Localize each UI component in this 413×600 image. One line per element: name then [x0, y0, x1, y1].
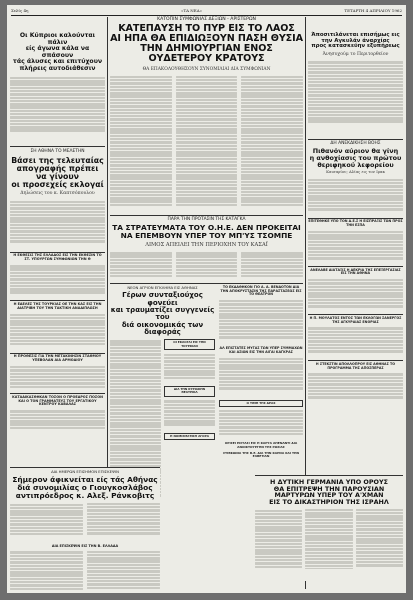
article-body — [10, 76, 105, 146]
right-headline-ankara: Άποσιτιλάνεται επισήμως εις την Αγκυλάν άναρχίας προς κατασκεύην εξυπήρεως — [311, 32, 400, 50]
divider — [308, 218, 403, 219]
second-article-columns — [110, 251, 303, 283]
article-body — [10, 409, 105, 435]
masthead — [11, 7, 402, 16]
article-body — [10, 264, 105, 300]
left-item-2: Η ΕΔΕΛΕΣ ΤΗΣ ΤΟΥΡΚΙΑΣ ΟΕ ΤΗΝ ΚΑΣ ΕΙΣ ΤΗΝ ΔΙΑΤΡΙΒΗ ΤΟΥ ΤΗΝ ΤΑΚΤΙΚΗ ΑΝΑΔΙΠΛΩΣΗ — [13, 301, 102, 310]
divider — [10, 393, 105, 394]
article-body — [164, 400, 215, 430]
article-body — [10, 551, 160, 593]
article-body — [10, 503, 160, 543]
article-body — [10, 365, 105, 393]
article-body — [10, 200, 105, 252]
center-column — [110, 17, 303, 509]
article-body — [219, 357, 303, 397]
article-body — [308, 230, 403, 266]
second-kicker: ΠΑΡΑ ΤΗΝ ΠΡΟΤΑΣΙΝ ΤΗΣ ΚΑΤΑΓΚΑ — [167, 217, 246, 223]
left-column — [10, 17, 105, 435]
left-item-1: Η ΕΚΘΕΣΙΣ ΤΗΣ ΕΛΛΑΔΟΣ ΕΙΣ ΤΗΝ ΕΚΘΕΣΙΝ ΤΟ ΣΤ. ΥΠΟΥΡΓΩΝ ΣΥΜΦΩΝΙΩΝ ΤΗΝ Θ — [13, 253, 102, 262]
center-right-item-4: ΣΥΜΦΩΝΙΑ ΤΗΣ Β.Ε. ΔΙΑ ΤΗΝ ΚΑΡΝΑ ΚΑΙ ΤΗΝ ΕΛΒΕΤΙΑΝ — [222, 450, 300, 459]
article-body — [110, 75, 172, 215]
center-right-item-3: ΟΡΙΣΕΙ ΕΙΣΤΑΣΙ ΕΙΣ Η ΚΑΡΥΑ ΑΠΕΝΑΝΤΙ ΔΙΑ ΑΝΟΙΚΤΟΥΡΓΗΝ ΤΗΣ ΡΩΣΙΑΣ — [224, 441, 298, 449]
divider — [308, 314, 403, 315]
center-right-item-2: ΑΛ ΕΠΙΣΤΑΤΕΣ ΜΥΓΑΣ ΤΩΝ ΥΠΕΡ ΣΥΜΜΑΧΩΝ ΚΑΙ ΑΣΙΩΝ ΕΙΣ ΤΗΝ ΑΙΓΑΙ ΚΑΓΚΡΑΣ — [219, 346, 303, 354]
left-headline-elections: Βάσει της τελευταίας απογραφής πρέπει να γίνουν οι προσεχείς εκλογαί — [11, 155, 104, 190]
divider — [10, 353, 105, 354]
divider — [10, 300, 105, 301]
divider — [110, 283, 303, 284]
headline-subtitle: Άνησυχούμ το Περιτορθείον — [322, 52, 389, 58]
main-headline: ΚΑΤΕΠΑΥΣΗ ΤΟ ΠΥΡ ΕΙΣ ΤΟ ΛΑΟΣ ΑΙ ΗΠΑ ΘΑ ΕΠΙΔΙΩΞΟΥΝ ΠΑΣΗ ΘΥΣΙΑ ΤΗΝ ΔΗΜΙΟΥΡΓΙΑΝ ΕΝΟΣ ΟΥΔΕΤΕΡΟΥ ΚΡΑΤΟΥΣ — [110, 23, 303, 65]
right-item-4: Η ΣΤΕΚΣΤΙΝ ΑΠΟΛΛΟΠΡΟΥ ΕΙΣ ΑΘΗΝΑΣ ΤΟ ΠΡΟΓΡΑΜΜΑ ΤΗΣ ΑΠΟΣΠΕΡΑΣ — [315, 361, 396, 370]
bottom-left-headline: Σήμερον άφικνείται είς τάς Αθήνας διά συνομιλίας ο Γιουγκοσλάβος αντιπρόεδρος κ. Αλεξ. Ράνκοβιτς — [12, 475, 158, 500]
article-body — [308, 373, 403, 407]
article-body — [164, 353, 215, 383]
article-body — [241, 75, 303, 215]
right-column — [308, 17, 403, 407]
divider — [308, 360, 403, 361]
article-body — [255, 509, 403, 581]
center-right-item: ΤΟ ΕΚΔΑΘΗΚΟΝ ΓΙΟ Α. Α. ΒΕΝΔΟΤΟΝ ΔΙΑ ΤΗΝ ΑΠΟΚΡΥΣΤΑΣΙΝ ΤΗΣ ΠΑΡΑΣΤΑΣΕΩΣ ΕΙΣ ΤΟ ΘΕΑΤΡΟΝ — [220, 284, 302, 297]
article-body — [241, 251, 303, 283]
bottom-right-story — [255, 475, 403, 581]
small-box-column — [164, 339, 215, 509]
divider — [308, 266, 403, 267]
second-subheadline: ΛΙΜΟΣ ΑΠΕΙΛΕΙ ΤΗΝ ΠΕΡΙΟΧΗΝ ΤΟΥ ΚΑΣΑΪ — [145, 242, 268, 248]
article-body — [176, 251, 238, 283]
bottom-left-story — [10, 467, 160, 593]
bottom-right-headline: Η ΔΥΤΙΚΗ ΓΕΡΜΑΝΙΑ ΥΠΟ ΟΡΟΥΣ ΘΑ ΕΠΙΤΡΕΨΗ ΤΗΝ ΠΑΡΟΥΣΙΑΝ ΜΑΡΤΥΡΩΝ ΥΠΕΡ ΤΟΥ Α'ΧΜΑΝ ΕΙΣ ΤΟ ΔΙΚΑΣΤΗΡΙΟΝ ΤΗΣ ΙΣΡΑΗΛ — [269, 478, 389, 507]
article-body — [219, 299, 303, 345]
article-body — [308, 178, 403, 218]
paper-name: «ΤΑ ΝΕΑ» — [181, 8, 203, 13]
left-headline-cyprus: Οι Κύπριοι καλούνται πάλιν είς άγωνα κάλα να σπάσουν τάς άλυσες και επιτύχουν πλήρεις αυτοδιάθεσιν — [12, 32, 103, 72]
section-kicker: ΔΗ ΑΝΕΚΔΙΚΗΣΗ ΒΟΗΣ — [330, 141, 381, 147]
divider — [10, 146, 105, 147]
article-body — [308, 61, 403, 139]
right-headline-bus: Πιθανόν αύριον θα γίνη η ανθοχίασις του πρώτου θεριφηκού λεφορείου — [309, 147, 402, 169]
right-item-1: ΕΠΙΤΕΘΗΚΕ ΥΠΟ ΤΟΝ Δ.Ε.Σ Η ΕΙΣΠΡΑΞΙΣ ΤΩΝ ΠΡΟΣ ΤΗΝ ΕΣΠΑ — [308, 219, 403, 228]
main-article-columns — [110, 75, 303, 215]
article-body — [308, 278, 403, 314]
small-box: ΟΙ ΕΚΛΟΓΑΙ ΕΙΣ ΤΗΝ ΤΟΥΡΚΙΑΝ — [164, 339, 215, 350]
headline-subtitle: Δηλώσεις του κ. Καπτσόπουλου — [20, 191, 95, 197]
page-label: Σελίς 4η — [11, 8, 29, 13]
headline-subtitle: Καισαρίου; Αλίας εις τον Ιρακ — [326, 169, 385, 175]
second-headline: ΤΑ ΣΤΡΑΤΕΥΜΑΤΑ ΤΟΥ Ο.Η.Ε. ΔΕΝ ΠΡΟΚΕΙΤΑΙ ΝΑ ΕΠΕΜΒΟΥΝ ΥΠΕΡ ΤΟΥ ΜΠ'ΥΣ ΤΣΟΜΠΕ — [112, 223, 301, 241]
third-headline: Γέρων συνταξιούχος φονεύει και τραυματίζει συγγενείς του διά οικονομικάς των διαφοράς — [110, 291, 215, 336]
main-kicker: ΚΑΤΟΠΙΝ ΣΥΜΦΩΝΙΑΣ ΔΕΞΙΩΝ - ΑΡΙΣΤΕΡΩΝ — [157, 17, 256, 22]
bottom-left-sub: ΔΙΑ ΕΠΙΣΚΕΨΙΝ ΕΙΣ ΤΗΝ Β. ΕΛΛΑΔΑ — [51, 543, 119, 548]
article-body — [10, 313, 105, 353]
small-box: Ο ΤΙΜΗ ΤΗΣ ΔΡΑΧ — [219, 400, 303, 407]
small-box: ΔΙΑ ΤΗΝ ΚΥΡΙΑΚΗΝ ΘΕΑΤΡΙΚΑ — [164, 386, 215, 397]
article-body — [308, 326, 403, 360]
divider — [308, 139, 403, 140]
right-item-2: ΑΝΕΛΑΒΕ ΔΙΑΤΑΞΙΣ Η ΔΕΚΡΙΑ ΤΗΣ ΕΠΕΞΕΡΓΑΣΙΑΣ ΕΙΣ ΤΗΝ ΑΘΗΝΑ — [310, 267, 401, 276]
article-body — [110, 251, 172, 283]
article-body — [219, 409, 303, 439]
newspaper-page — [7, 5, 406, 593]
main-subheadline: ΘΑ ΕΠΑΚΟΛΟΥΘΗΣΟΥΝ ΣΥΝΟΜΙΛΙΑΙ ΔΙΑ ΣΥΜΦΩΝΙΑΝ — [142, 66, 271, 72]
left-item-3: Η ΠΡΟΘΕΣΙΣ ΓΙΑ ΤΗΝ ΜΕΤΑΚΙΝΗΣΙΝ ΣΤΑΘΜΟΥ ΥΠΕΒΟΛΑΝ ΑΙΑ ΑΡΜΟΔΙΟΥ — [13, 354, 102, 363]
section-kicker: ΣΗ ΑΘΗΝΑ ΤΟ ΜΕΛΕΤΗΝ — [30, 148, 85, 154]
right-item-3: Η Π. ΜΟΥΛΑΤΟΣ ΕΝΤΟΣ ΤΩΝ ΕΚΛΟΓΩΝ ΣΑΝΕΡΓΟΣ ΤΗΣ ΑΓΚΥΡΑΙΑΣ ΕΝΟΡΙΑΣ — [309, 315, 402, 324]
divider — [10, 252, 105, 253]
left-item-4: ΚΑΤΑΔΙΚΑΣΘΗΚΑΝ ΤΟΣΟΝ Ο ΠΡΟΕΔΡΟΣ ΠΟΣΟΝ ΚΑΙ Ο ΤΟΝ ΓΡΑΜΜΑΤΕΥΣ ΤΟΥ ΕΡΓΑΤΙΚΟΥ ΚΕΝΤΡΟΥ ΚΑΒΑΛΑΣ — [12, 394, 103, 407]
small-box: Η ΝΟΜΙΣΜΑΤΙΚΗ ΑΓΟΡΑ — [164, 433, 215, 440]
bottom-left-kicker: ΔΙΑ ΗΜΕΡΩΝ ΕΠΙΣΗΜΟΝ ΕΠΙΣΚΕΨΙΝ — [51, 469, 119, 474]
third-kicker: ΝΕΟΝ ΑΓΡΙΟΝ ΕΓΚΛΗΜΑ ΕΙΣ ΑΘΗΝΑΣ — [127, 284, 198, 290]
date-line: ΤΕΤΑΡΤΗ 4 ΑΠΡΙΛΙΟΥ 1962 — [344, 8, 402, 13]
article-body — [176, 75, 238, 215]
divider — [110, 215, 303, 216]
